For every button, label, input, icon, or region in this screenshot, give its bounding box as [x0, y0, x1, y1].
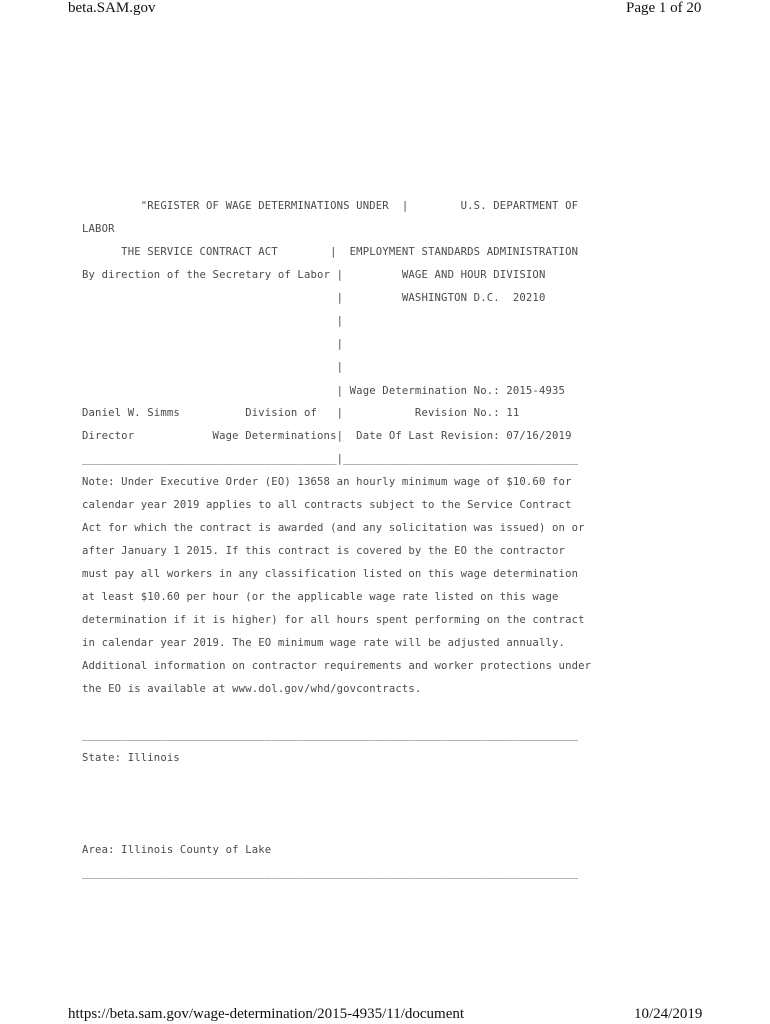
doc-note-line: Note: Under Executive Order (EO) 13658 an hourly minimum wage of $10.60 for: [82, 476, 572, 488]
doc-line-divider-1: |: [82, 315, 344, 327]
doc-separator: ____________________________________________________________________________: [82, 729, 579, 741]
doc-note-line: in calendar year 2019. The EO minimum wage rate will be adjusted annually.: [82, 637, 566, 649]
doc-line-labor: LABOR: [82, 223, 115, 235]
doc-note-line: after January 1 2015. If this contract is covered by the EO the contractor: [82, 545, 566, 557]
site-name: beta.SAM.gov: [68, 0, 156, 16]
doc-note-line: determination if it is higher) for all hours spent performing on the contract: [82, 614, 585, 626]
doc-note-line: Act for which the contract is awarded (and any solicitation was issued) on or: [82, 522, 585, 534]
doc-line-divider-2: |: [82, 338, 344, 350]
footer-date: 10/24/2019: [634, 1006, 703, 1022]
doc-line-last-revision: Director Wage Determinations| Date Of Last Revision: 07/16/2019: [82, 430, 572, 442]
footer-url[interactable]: https://beta.sam.gov/wage-determination/2015-4935/11/document: [68, 1006, 465, 1022]
doc-separator: ____________________________________________________________________________: [82, 867, 579, 879]
page-number: Page 1 of 20: [626, 0, 702, 16]
doc-line-washington: | WASHINGTON D.C. 20210: [82, 292, 546, 304]
doc-note-line: Additional information on contractor requirements and worker protections under: [82, 660, 592, 672]
doc-note-line: must pay all workers in any classification listed on this wage determination: [82, 568, 579, 580]
doc-line-secretary: By direction of the Secretary of Labor | WAGE AND HOUR DIVISION: [82, 269, 546, 281]
doc-line-sca: THE SERVICE CONTRACT ACT | EMPLOYMENT STANDARDS ADMINISTRATION: [82, 246, 579, 258]
doc-note-line: at least $10.60 per hour (or the applicable wage rate listed on this wage: [82, 591, 559, 603]
doc-line-wd-number: | Wage Determination No.: 2015-4935: [82, 385, 566, 397]
doc-note-line: the EO is available at www.dol.gov/whd/govcontracts.: [82, 683, 422, 695]
doc-note-line: calendar year 2019 applies to all contracts subject to the Service Contract: [82, 499, 572, 511]
doc-line-revision: Daniel W. Simms Division of | Revision No.: 11: [82, 407, 520, 419]
doc-line-title: "REGISTER OF WAGE DETERMINATIONS UNDER | U.S. DEPARTMENT OF: [82, 200, 579, 212]
doc-line-divider-3: |: [82, 361, 344, 373]
doc-state: State: Illinois: [82, 752, 180, 764]
doc-area: Area: Illinois County of Lake: [82, 844, 272, 856]
doc-separator: _______________________________________|____________________________________: [82, 453, 579, 465]
